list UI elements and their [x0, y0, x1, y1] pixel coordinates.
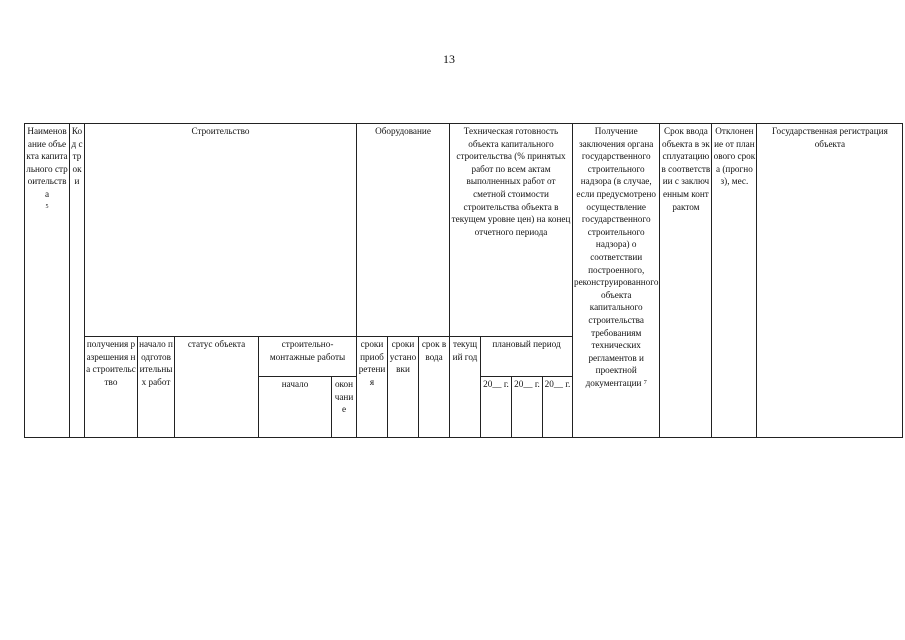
header-construction: Строительство	[85, 124, 357, 337]
footnote-5: 5	[45, 203, 49, 210]
subheader-plan-period: плановый период	[481, 337, 573, 377]
subheader-commission-term: срок ввода	[419, 337, 450, 438]
subheader-construction-works: строительно-монтажные работы	[259, 337, 357, 377]
page-number: 13	[443, 52, 455, 66]
subheader-year-2: 20__ г.	[512, 377, 543, 438]
subheader-year-1: 20__ г.	[481, 377, 512, 438]
header-object-name: Наименование объекта капитального строительства $^5$	[25, 124, 70, 438]
subheader-object-status: статус объекта	[175, 337, 259, 438]
subheader-current-year: текущий год	[450, 337, 481, 438]
header-conclusion: Получение заключения органа государственного строительного надзора (в случае, если предусмотрено осуществление государственного строительного надзора) о соответствии построенного, реконструированного объекта капитального строительства требованиям технических регламентов и проектной документации $^7$	[573, 124, 660, 438]
subheader-permit: получения разрешения на строительство	[85, 337, 138, 438]
header-registration: Государственная регистрация объекта	[757, 124, 903, 438]
header-tech-readiness: Техническая готовность объекта капитального строительства (% принятых работ по всем актам выполненных работ от сметной стоимости строительства объекта в текущем уровне цен) на конец отчетного периода	[450, 124, 573, 337]
subheader-year-3: 20__ г.	[543, 377, 573, 438]
subheader-prep-start: начало подготовительных работ	[138, 337, 175, 438]
header-commission-term: Срок ввода объекта в эксплуатацию в соответствии с заключенным контрактом	[660, 124, 712, 438]
header-row-code: Код строки	[70, 124, 85, 438]
header-deviation: Отклонение от планового срока (прогноз), мес.	[712, 124, 757, 438]
subheader-purchase-terms: сроки приобретения	[357, 337, 388, 438]
construction-status-table	[24, 123, 903, 438]
subheader-end: окончание	[332, 377, 357, 438]
footnote-7: 7	[643, 379, 647, 386]
header-equipment: Оборудование	[357, 124, 450, 337]
subheader-install-terms: сроки установки	[388, 337, 419, 438]
subheader-start: начало	[259, 377, 332, 438]
